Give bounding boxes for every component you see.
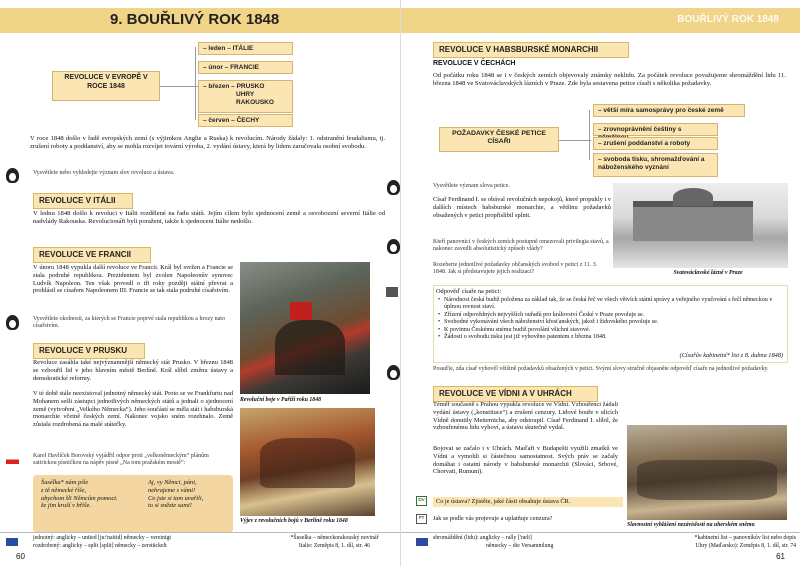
heading-prussia: REVOLUCE V PRUSKU	[33, 343, 145, 359]
connector	[559, 140, 591, 141]
dv-icon: DV	[416, 496, 427, 506]
answer-item: • Žádosti o svobodu tisku jest již vyhověno patentem z března 1848.	[438, 334, 783, 341]
mind-item-march	[198, 80, 293, 113]
question-censorship: Jak se podle vás projevuje a uplatňuje cenzura?	[433, 515, 553, 522]
connector	[195, 47, 196, 120]
answer-item: • Zřízení odpovědných nejvyšších ouřadů pro království České v Praze povoluje se.	[438, 312, 783, 319]
france-text: V únoru 1848 vypukla další revoluce ve Francii. Král byl svržen a Francie se stala podruhé republikou. Prezidentem byl zvolen Napoleonův synovec Ludvík Napoleon. Ten však provedl o tři roky později státní převrat a prohlásil se císařem Napoleonem III. Francie se tak stala podruhé císařstvím.	[33, 264, 233, 295]
mind-map-center: REVOLUCE V EVROPĚ V ROCE 1848	[52, 71, 160, 101]
crowd-shape	[260, 438, 355, 488]
crowd-shape	[275, 320, 345, 375]
demand-item: – zrovnoprávnění češtiny s	[593, 123, 718, 136]
poem-line: abychom šli Němcům pomoct.	[41, 494, 118, 502]
poem-line: Šusélka* nám píše	[41, 479, 89, 486]
vienna-text: Téměř současně s Prahou vypukla revoluce ve Vídni. Vzbouřenci žádali vydání ústavy („konstituce“) a zrušení cenzury. Lidové bouře v ulicích Vídně donutily Metternicha, aby odstoupil. Císař Ferdinand I. slíbil, že vzbouřenému lidu vyhoví, a ústavu skutečně vydal.	[433, 401, 618, 432]
question-constitution: Co je ústava? Zjistěte, jaké části obsahuje ústava ČR.	[433, 497, 623, 507]
left-footer	[0, 532, 400, 566]
italy-text: V lednu 1848 došlo k revoluci v Itálii rozdělené na řadu států. Jejím cílem bylo sjednocení země a osvobození severní Itálie od nadvlády Rakouska. Revolucionáři byli poraženi, takže k sjednocení Itálie nedošlo.	[33, 210, 385, 226]
flag-shape	[290, 302, 312, 320]
subheading-czech: REVOLUCE V ČECHÁCH	[433, 60, 516, 67]
answer-source: (Císařův kabinetní* list z 8. dubna 1848)	[679, 352, 783, 359]
right-page	[400, 0, 800, 566]
chapter-title: 9. BOUŘLIVÝ ROK 1848	[110, 11, 280, 29]
lazne-image	[613, 183, 788, 268]
heading-italy: REVOLUCE V ITÁLII	[33, 193, 133, 209]
footnote: *Šuselka – německorakouský novinář	[290, 535, 379, 541]
vocab-line: shromáždění (lidu): anglicky – rally ['ræli]	[433, 535, 532, 541]
cross-ref: Uhry (Maďarsko): Zeměpis 8, 1. díl, str. 74	[695, 543, 796, 549]
page-number: 61	[776, 552, 785, 562]
document-icon	[386, 287, 398, 297]
lazne-caption: Svatováclavské lázně v Praze	[673, 270, 743, 276]
cross-ref: Italie: Zeměpis 8, 1. díl, str. 46	[298, 543, 371, 549]
poem-line: Co jste si tam uvařili,	[148, 494, 204, 502]
poem-line: že jim kruší v bříše.	[41, 502, 91, 510]
paris-caption: Revoluční boje v Paříži roku 1848	[240, 397, 321, 403]
demand-item: – svoboda tisku, shromažďování a náboženského vyznání	[593, 153, 718, 177]
right-footer	[401, 532, 800, 566]
answer-list	[438, 297, 783, 342]
penguin-icon	[387, 365, 400, 380]
poem-left	[41, 479, 136, 510]
poem-right	[148, 479, 233, 510]
mind-item-italy: – leden – ITÁLIE	[198, 42, 293, 55]
answer-item: • K povinnu Českému snému budiž povolání všichni stavové.	[438, 327, 783, 334]
heading-vienna: REVOLUCE VE VÍDNI A V UHRÁCH	[433, 386, 598, 402]
paris-revolution-image	[240, 262, 370, 394]
building-shape	[633, 201, 753, 241]
tip-text: Rozeberte jednotlivé požadavky občanských svobod v petici z 11. 3. 1848. Jak si představujete jejich realizaci?	[433, 262, 598, 276]
connector	[160, 86, 200, 87]
chapter-title-band	[401, 8, 800, 33]
demand-item: – zrušení poddanství a roboty	[593, 137, 718, 150]
vocab-line: jednotný: anglicky – united [ju:'naitid] německy – vereinigt	[33, 535, 172, 541]
berlin-caption: Výjev z revolučních bojů v Berlíně roku 1848	[240, 518, 348, 524]
answer-item: • Svobodné vykonávání všech náboženství křesťanských, jakož i židovského povoluje se.	[438, 319, 783, 326]
uhry-caption: Slavnostní vyhlášení nezávislosti na uherském sněmu	[627, 522, 755, 528]
uhry-image	[627, 425, 787, 520]
answer-box	[433, 285, 788, 363]
poem-scroll	[33, 475, 233, 533]
answer-item: • Národnost česká budiž položena za základ tak, že se česká řeč ve všech větvích státní správy a veřejného vyučování s řečí německou v úplnou rovnost staví.	[438, 297, 783, 312]
berlin-revolution-image	[240, 408, 375, 516]
tip-text: Kteří panovníci v českých zemích postupně omezovali privilegia stavů, a nakonec zavedli absolutistický způsob vlády?	[433, 239, 609, 253]
penguin-icon	[387, 180, 400, 195]
czech-flag-icon	[6, 455, 19, 464]
eu-flag-icon	[6, 538, 18, 546]
vocab-line: rozdrobený: anglicky – split [split] německy – zerstückelt	[33, 543, 167, 549]
crowd-shape	[637, 460, 777, 500]
mind-item-hungary: UHRY	[236, 90, 255, 98]
poem-line: z tě německé říše,	[41, 486, 87, 494]
intro-text: V roce 1848 došlo v řadě evropských zemí (s výjimkou Anglie a Ruska) k revolucím. Národy žádaly: 1. odstranění feudalismu, tj. zrušení roboty a poddanství, aby se mohla rozvíjet tovární výroba, 2. vydání ústavy, která by lidem zaručovala osobní svobodu.	[30, 135, 385, 151]
czech-text: Od počátku roku 1848 se i v českých zemích objevovaly známky neklidu. Za počátek revoluce považujeme shromáždění lidu 11. března 1848 ve Svatováclavských lázních v Praze. Zde byla sestavena petice císaři s několika požadavky.	[433, 72, 786, 88]
chapter-title-band	[0, 8, 400, 33]
tip-text: Karel Havlíček Borovský vyjádřil odpor proti „velkoněmeckým“ plánům satirickou písničkou na nápěv písně „Na tom pražském mostě“:	[33, 453, 209, 467]
dome-shape	[673, 188, 713, 206]
demand-item: – větší míra samosprávy pro české země	[593, 104, 745, 117]
prussia-text-1: Revoluce zasáhla také nejvýznamnější německý stát Prusko. V březnu 1848 se vzbouřil lid v jeho hlavním městě Berlíně. Král slíbil změnu ústavy a demokratické reformy.	[33, 359, 233, 382]
heading-habsburg: REVOLUCE V HABSBURSKÉ MONARCHII	[433, 42, 629, 58]
tip-text: Vysvětlete nebo vyhledejte význam slov revoluce a ústava.	[33, 170, 175, 176]
eu-flag-icon	[416, 538, 428, 546]
pt-icon: PT	[416, 514, 427, 524]
connector	[589, 110, 590, 160]
poem-line: Aj, vy Němci, páni,	[148, 479, 197, 486]
vocab-line: německy – die Versammlung	[486, 543, 554, 549]
penguin-icon	[387, 239, 400, 254]
mind-item-austria: RAKOUSKO	[236, 98, 274, 106]
heading-france: REVOLUCE VE FRANCII	[33, 247, 151, 263]
prussia-text-2: V té době stále neexistoval jednotný německý stát. Proto se ve Frankfurtu nad Mohanem sešli zástupci jednotlivých německých států a jednali o sjednocení země (vytvoření „Velkého Německa“). Jeho součástí se měla stát i habsburská monarchie včetně českých zemí. Nakonec vojsko sném rozehnalo. Země zůstala rozdrobená na malé státečky.	[33, 390, 233, 429]
tip-text: Posuďte, zda císař vyhověl většině požadavků obsažených v petici. Svými slovy stručně objasněte odpověď císaře na jednotlivé požadavky.	[433, 366, 769, 372]
mind-item-prussia: – březen – PRUSKO	[203, 83, 265, 90]
poem-line: nehrajeme s vámi!	[148, 486, 196, 494]
page-number: 60	[16, 552, 25, 562]
answer-intro: Odpověď císaře na petici:	[436, 288, 502, 295]
running-title: BOUŘLIVÝ ROK 1848	[677, 14, 779, 26]
footnote: *kabinetní list – panovníkův list nebo dopis	[694, 535, 796, 541]
mind-item-france: – únor – FRANCIE	[198, 61, 293, 74]
emperor-text: Císař Ferdinand I. se obával revolučních nepokojů, které propukly i v dalších místech habsburské monarchie, a většinu požadavků obsažených v petici propříslibil splnit.	[433, 196, 611, 219]
tip-text: Vysvětlete význam slova petice.	[433, 183, 510, 189]
penguin-icon	[6, 315, 19, 330]
demands-center: POŽADAVKY ČESKÉ PETICE CÍSAŘI	[439, 127, 559, 152]
hungary-text: Bojovat se začalo i v Uhrách. Maďaři v Budapešti využili zmatků ve Vídni a vymohli si částečnou samostatnost. Svých práv se začaly domáhat i ostatní národy v habsburské monarchii (Slováci, Srbové, Chorvati, Rumuni).	[433, 445, 618, 476]
tip-text: Vysvětlete okolnosti, za kterých se Francie poprvé stala republikou a hrozy nato císařstvím.	[33, 316, 225, 330]
mind-item-czech: – červen – ČECHY	[198, 114, 293, 127]
poem-line: to si snězte sami!	[148, 502, 192, 510]
penguin-icon	[6, 168, 19, 183]
